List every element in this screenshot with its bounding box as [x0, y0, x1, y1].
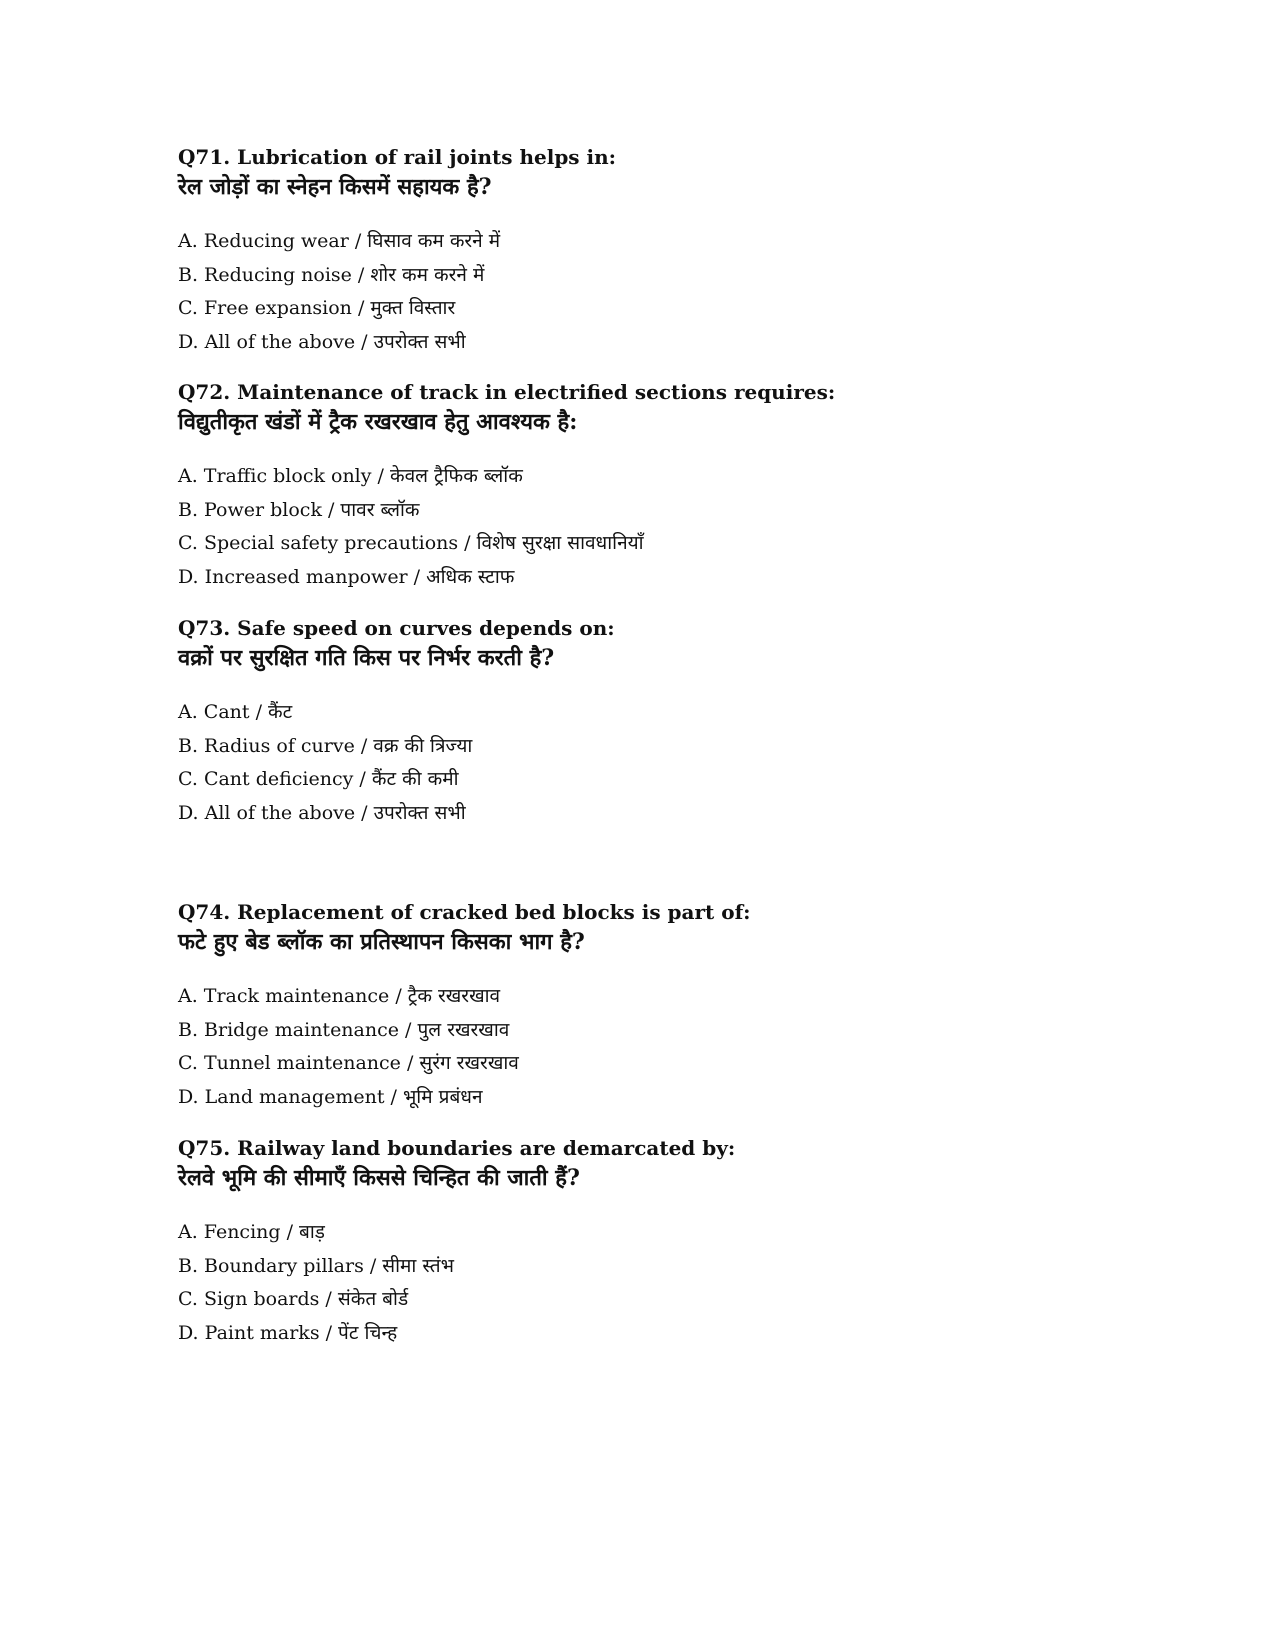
option-b: B. Boundary pillars / सीमा स्तंभ — [178, 1254, 454, 1277]
question-hindi: विद्युतीकृत खंडों में ट्रैक रखरखाव हेतु आवश्यक है: — [178, 409, 578, 435]
option-d: D. All of the above / उपरोक्त सभी — [178, 801, 466, 824]
option-a: A. Fencing / बाड़ — [178, 1221, 325, 1243]
question-74 — [178, 900, 1178, 1114]
option-d: D. Land management / भूमि प्रबंधन — [178, 1085, 483, 1108]
question-hindi: वक्रों पर सुरक्षित गति किस पर निर्भर करती है? — [178, 645, 555, 671]
option-c: C. Sign boards / संकेत बोर्ड — [178, 1288, 409, 1310]
question-title: Q75. Railway land boundaries are demarcated by: — [178, 1136, 736, 1160]
question-hindi: रेल जोड़ों का स्नेहन किसमें सहायक है? — [178, 174, 492, 200]
question-72 — [178, 380, 1178, 594]
option-a: A. Reducing wear / घिसाव कम करने में — [178, 230, 501, 252]
option-b: B. Reducing noise / शोर कम करने में — [178, 263, 485, 286]
option-a: A. Track maintenance / ट्रैक रखरखाव — [178, 985, 501, 1007]
question-75 — [178, 1136, 1178, 1350]
option-d: D. All of the above / उपरोक्त सभी — [178, 330, 466, 353]
question-73 — [178, 616, 1178, 830]
question-hindi: रेलवे भूमि की सीमाएँ किससे चिन्हित की जाती हैं? — [178, 1165, 580, 1191]
option-c: C. Tunnel maintenance / सुरंग रखरखाव — [178, 1052, 519, 1074]
option-b: B. Bridge maintenance / पुल रखरखाव — [178, 1018, 510, 1041]
question-71 — [178, 145, 1178, 359]
option-a: A. Traffic block only / केवल ट्रैफिक ब्लॉक — [178, 465, 523, 487]
question-title: Q72. Maintenance of track in electrified sections requires: — [178, 380, 836, 404]
question-title: Q73. Safe speed on curves depends on: — [178, 616, 615, 640]
question-title: Q74. Replacement of cracked bed blocks is part of: — [178, 900, 751, 924]
option-c: C. Special safety precautions / विशेष सुरक्षा सावधानियाँ — [178, 532, 644, 554]
option-c: C. Cant deficiency / कैंट की कमी — [178, 768, 459, 790]
option-c: C. Free expansion / मुक्त विस्तार — [178, 297, 456, 319]
option-d: D. Paint marks / पेंट चिन्ह — [178, 1321, 398, 1344]
option-b: B. Radius of curve / वक्र की त्रिज्या — [178, 734, 473, 757]
question-title: Q71. Lubrication of rail joints helps in: — [178, 145, 617, 169]
option-a: A. Cant / कैंट — [178, 701, 293, 723]
option-d: D. Increased manpower / अधिक स्टाफ — [178, 565, 515, 588]
question-hindi: फटे हुए बेड ब्लॉक का प्रतिस्थापन किसका भाग है? — [178, 929, 585, 955]
option-b: B. Power block / पावर ब्लॉक — [178, 498, 420, 521]
